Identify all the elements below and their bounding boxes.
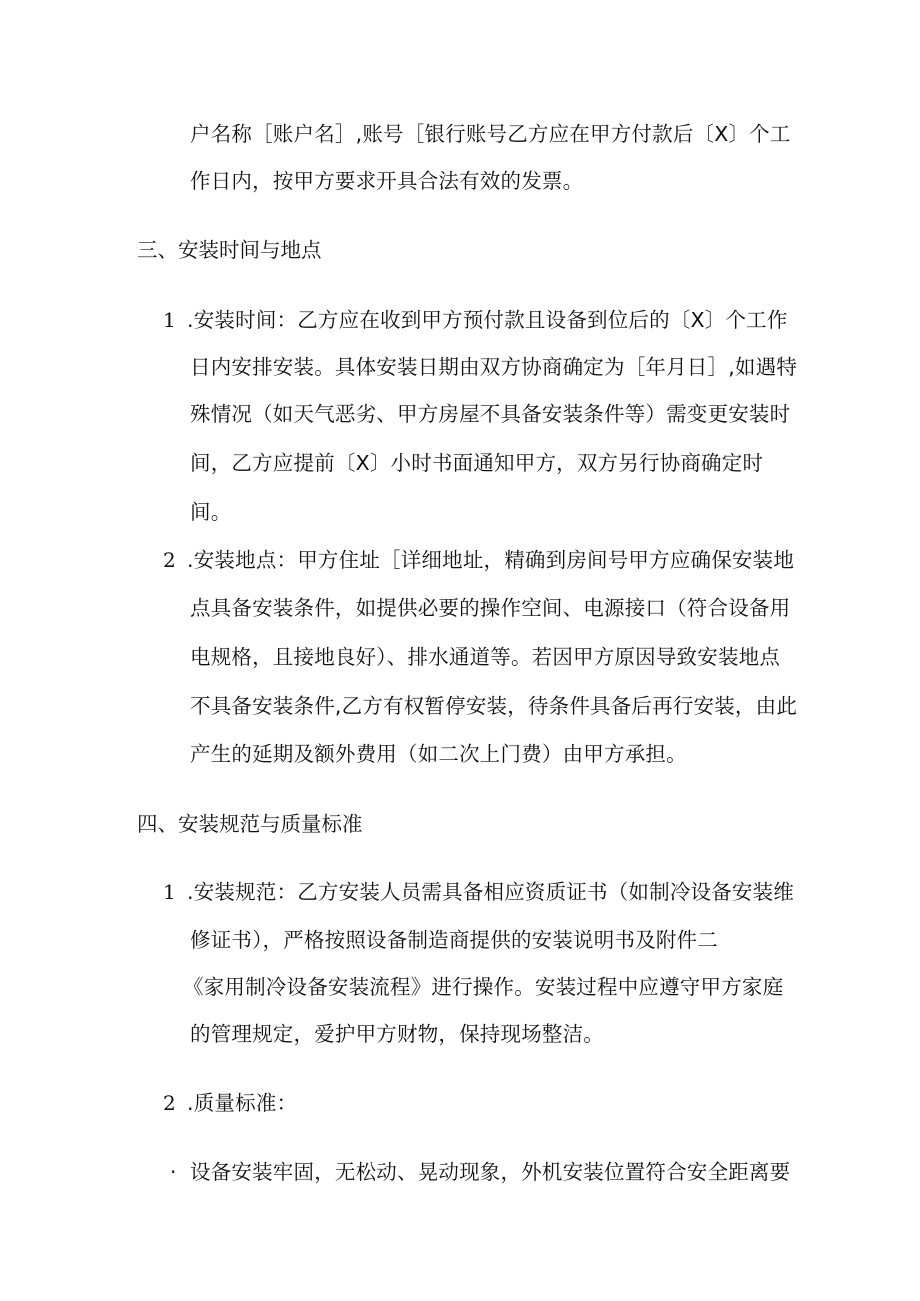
paragraph-line: 间，乙方应提前〔X〕小时书面通知甲方，双方另行协商确定时 <box>190 451 764 475</box>
section-heading-3: 三、安装时间与地点 <box>137 238 322 262</box>
paragraph-line: 间。 <box>190 500 232 524</box>
paragraph-line: 修证书），严格按照设备制造商提供的安装说明书及附件二 <box>190 928 718 952</box>
paragraph-line: 作日内，按甲方要求开具合法有效的发票。 <box>190 169 584 193</box>
item-number: 2 <box>163 548 176 572</box>
paragraph-line: 户名称［账户名］,账号［银行账号乙方应在甲方付款后〔X〕个工 <box>190 122 791 146</box>
paragraph-line: 产生的延期及额外费用（如二次上门费）由甲方承担。 <box>190 742 687 766</box>
bullet-icon: · <box>170 1160 177 1184</box>
item-number: 2 <box>163 1091 176 1115</box>
paragraph-line: 《家用制冷设备安装流程》进行操作。安装过程中应遵守甲方家庭 <box>183 975 784 999</box>
section-heading-4: 四、安装规范与质量标准 <box>137 812 363 836</box>
item-number: 1 <box>163 880 176 904</box>
paragraph-line: 日内安排安装。具体安装日期由双方协商确定为［年月日］,如遇特 <box>190 355 798 379</box>
paragraph-line: 殊情况（如天气恶劣、甲方房屋不具备安装条件等）需变更安装时 <box>190 402 791 426</box>
paragraph-line: 不具备安装条件,乙方有权暂停安装，待条件具备后再行安装，由此 <box>190 694 798 718</box>
paragraph-line: .安装地点：甲方住址［详细地址，精确到房间号甲方应确保安装地 <box>187 548 795 572</box>
paragraph-line: .安装时间：乙方应在收到甲方预付款且设备到位后的〔X〕个工作 <box>187 308 788 332</box>
item-number: 1 <box>163 308 176 332</box>
bullet-text: 设备安装牢固，无松动、晃动现象，外机安装位置符合安全距离要 <box>190 1160 791 1184</box>
paragraph-line: 的管理规定，爱护甲方财物，保持现场整洁。 <box>190 1022 604 1046</box>
paragraph-line: 点具备安装条件，如提供必要的操作空间、电源接口（符合设备用 <box>190 596 791 620</box>
paragraph-line: .安装规范：乙方安装人员需具备相应资质证书（如制冷设备安装维 <box>187 880 795 904</box>
paragraph-line: 电规格，且接地良好）、排水通道等。若因甲方原因导致安装地点 <box>190 645 781 669</box>
paragraph-line: .质量标准： <box>187 1091 298 1115</box>
